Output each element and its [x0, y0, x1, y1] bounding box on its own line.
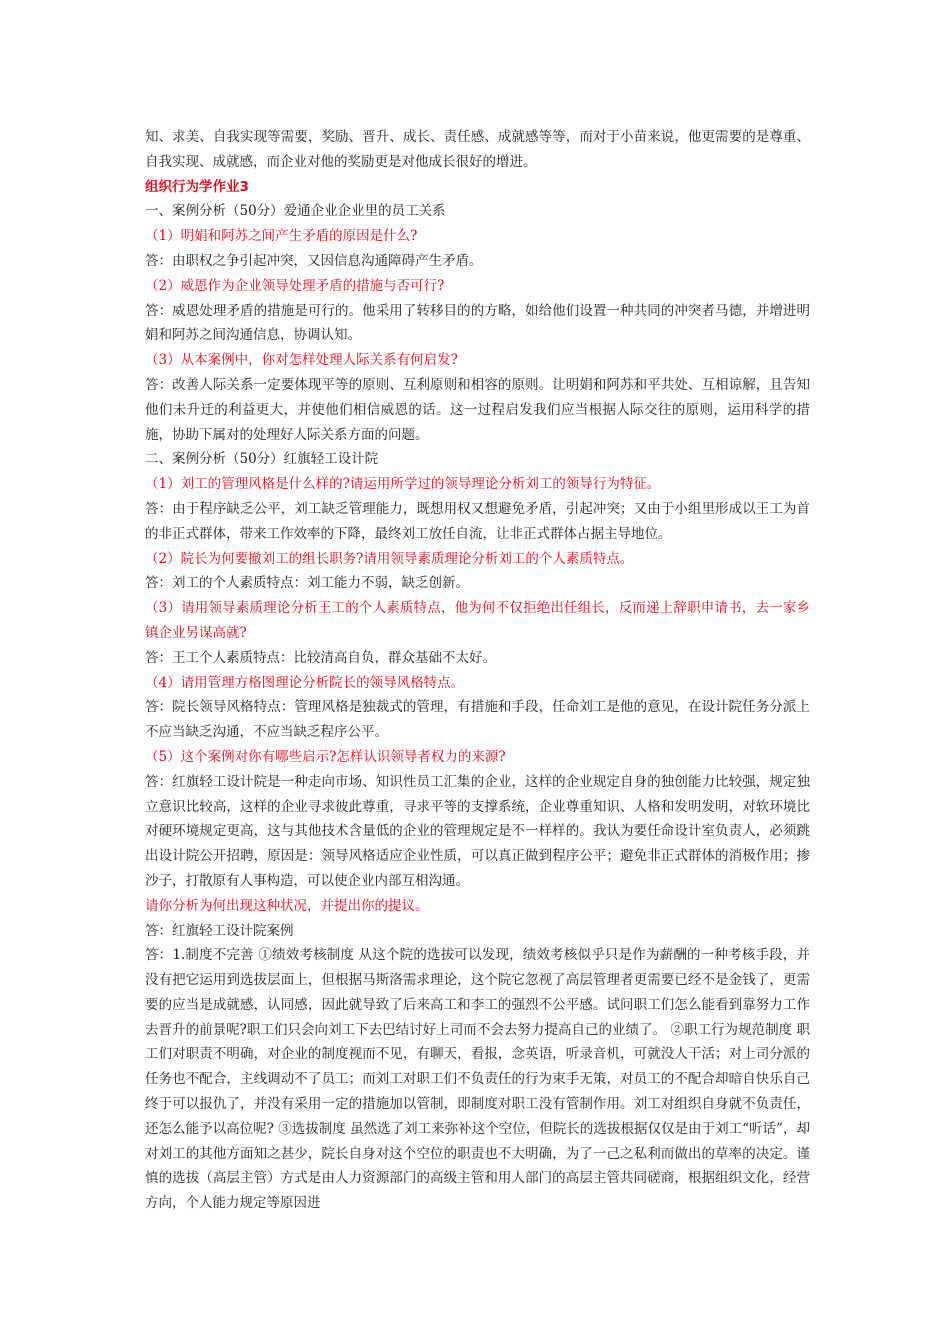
question-1-3: （3）从本案例中，你对怎样处理人际关系有何启发? [145, 352, 458, 369]
document-page [145, 125, 810, 1216]
question-2-2: （2）院长为何要撤刘工的组长职务?请用领导素质理论分析刘工的个人素质特点。 [145, 550, 634, 567]
answer-1-2: 答：威恩处理矛盾的措施是可行的。他采用了转移目的的方略，如给他们设置一种共同的冲突者马德，并增进明娟和阿苏之间沟通信息，协调认知。 [145, 302, 810, 344]
answer-2-5: 答：红旗轻工设计院是一种走向市场、知识性员工汇集的企业，这样的企业规定自身的独创能力比较强，规定独立意识比较高，这样的企业寻求彼此尊重，寻求平等的支撑系统，企业尊重知识、人格和发明发明，对软环境比对硬环境规定更高，这与其他技术含量低的企业的管理规定是不一样样的。我认为要任命设计室负责人，必须跳出设计院公开招聘，原因是：领导风格适应企业性质，可以真正做到程序公平；避免非正式群体的消极作用；掺沙子，打散原有人事构造，可以使企业内部互相沟通。 [145, 773, 810, 889]
answer-2-4: 答：院长领导风格特点：管理风格是独裁式的管理，有措施和手段，任命刘工是他的意见，在设计院任务分派上不应当缺乏沟通，不应当缺乏程序公平。 [145, 699, 810, 741]
answer-2-2: 答：刘工的个人素质特点：刘工能力不弱，缺乏创新。 [145, 575, 469, 592]
question-1-1: （1）明娟和阿苏之间产生矛盾的原因是什么? [145, 228, 418, 245]
question-2-4: （4）请用管理方格图理论分析院长的领导风格特点。 [145, 674, 465, 691]
question-extra: 请你分析为何出现这种状况，并提出你的提议。 [145, 897, 429, 914]
question-2-3: （3）请用领导素质理论分析王工的个人素质特点，他为何不仅拒绝出任组长，反而递上辞职申请书，去一家乡镇企业另谋高就? [145, 600, 810, 641]
answer-extra-heading: 答：红旗轻工设计院案例 [145, 922, 294, 939]
answer-2-3: 答：王工个人素质特点：比较清高自负，群众基础不太好。 [145, 649, 496, 666]
answer-1-3: 答：改善人际关系一定要体现平等的原则、互利原则和相容的原则。让明娟和阿苏和平共处、互相谅解，且告知他们未升迁的利益更大，并使他们相信威恩的话。这一过程启发我们应当根据人际交往的原则，运用科学的措施，协助下属对的处理好人际关系方面的问题。 [145, 376, 810, 443]
paragraph-intro: 知、求美、自我实现等需要，奖励、晋升、成长、责任感、成就感等等，而对于小苗来说，他更需要的是尊重、自我实现、成就感，而企业对他的奖励更是对他成长很好的增进。 [145, 129, 810, 170]
answer-2-1: 答：由于程序缺乏公平，刘工缺乏管理能力，既想用权又想避免矛盾，引起冲突；又由于小组里形成以王工为首的非正式群体，带来工作效率的下降，最终刘工放任自流，让非正式群体占据主导地位。 [145, 500, 810, 542]
question-2-1: （1）刘工的管理风格是什么样的?请运用所学过的领导理论分析刘工的领导行为特征。 [145, 476, 661, 493]
question-2-5: （5）这个案例对你有哪些启示?怎样认识领导者权力的来源? [145, 748, 506, 765]
assignment-title: 组织行为学作业3 [145, 178, 249, 195]
case-heading-1: 一、案例分析（50分）爱通企业企业里的员工关系 [145, 203, 446, 220]
answer-extra-body: 答：1.制度不完善 ①绩效考核制度 从这个院的选拔可以发现，绩效考核似乎只是作为薪酬的一种考核手段，并没有把它运用到选拔层面上，但根据马斯洛需求理论，这个院它忽视了高层管理者更需要已经不是金钱了，更需要的应当是成就感，认同感，因此就导致了后来高工和李工的强烈不公平感。试问职工们怎么能看到靠努力工作去晋升的前景呢?职工们只会向刘工下去巴结讨好上司而不会去努力提高自己的业绩了。 ②职工行为规范制度 职工们对职责不明确，对企业的制度视而不见，有聊天，看报，念英语，听录音机，可就没人干活；对上司分派的任务也不配合，主线调动不了员工；而刘工对职工们不负责任的行为束手无策，对员工的不配合却暗自快乐自己终于可以报仇了，并没有采用一定的措施加以管制，即制度对职工没有管制作用。刘工对组织自身就不负责任，还怎么能予以高位呢? ③选拔制度 虽然选了刘工来弥补这个空位，但院长的选拔根据仅仅是由于刘工“听话”，却对刘工的其他方面知之甚少，院长自身对这个空位的职责也不大明确，为了一己之私利而做出的草率的决定。谨慎的选拔（高层主管）方式是由人力资源部门的高级主管和用人部门的高层主管共同磋商，根据组织文化，经营方向，个人能力规定等原因进 [145, 947, 810, 1212]
case-heading-2: 二、案例分析（50分）红旗轻工设计院 [145, 451, 379, 468]
answer-1-1: 答：由职权之争引起冲突，又因信息沟通障碍产生矛盾。 [145, 252, 483, 269]
question-1-2: （2）威恩作为企业领导处理矛盾的措施与否可行? [145, 277, 445, 294]
